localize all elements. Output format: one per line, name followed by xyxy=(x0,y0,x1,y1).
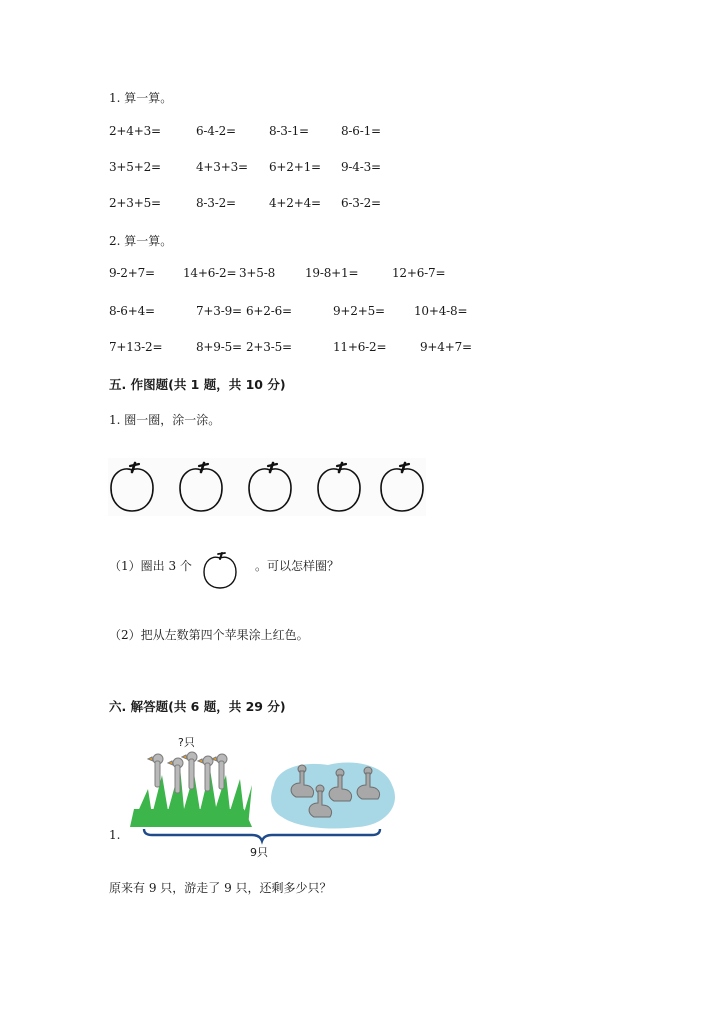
equation: 2+3-5= xyxy=(246,340,292,354)
equation: 3+5-8 xyxy=(239,266,276,280)
equation: 8-6+4= xyxy=(109,304,155,318)
equation: 8-6-1= xyxy=(341,124,381,138)
question-number: 1. xyxy=(109,828,121,842)
equation: 19-8+1= xyxy=(305,266,359,280)
equation: 9+4+7= xyxy=(420,340,472,354)
equation: 6+2+1= xyxy=(269,160,321,174)
equation: 8-3-1= xyxy=(269,124,309,138)
sub-question-2: （2）把从左数第四个苹果涂上红色。 xyxy=(109,628,309,642)
question-text: 原来有 9 只，游走了 9 只，还剩多少只？ xyxy=(109,881,332,895)
question-label: 1. 圈一圈，涂一涂。 xyxy=(109,413,221,427)
equation: 2+4+3= xyxy=(109,124,161,138)
equation: 4+3+3= xyxy=(196,160,248,174)
equation: 9-4-3= xyxy=(341,160,381,174)
brace-shape xyxy=(144,829,380,841)
equation: 11+6-2= xyxy=(333,340,387,354)
equation: 9-2+7= xyxy=(109,266,155,280)
sub-question-1-suffix: 。可以怎样圈？ xyxy=(255,559,340,573)
equation: 6-4-2= xyxy=(196,124,236,138)
equation: 8-3-2= xyxy=(196,196,236,210)
equation: 4+2+4= xyxy=(269,196,321,210)
equation: 8+9-5= xyxy=(196,340,242,354)
apple-icon xyxy=(202,550,238,590)
figure-top-label: ?只 xyxy=(178,736,195,749)
equation: 2+3+5= xyxy=(109,196,161,210)
question-2-label: 2. 算一算。 xyxy=(109,234,173,248)
equation: 10+4-8= xyxy=(414,304,468,318)
geese-figure xyxy=(128,745,400,847)
equation: 9+2+5= xyxy=(333,304,385,318)
equation: 3+5+2= xyxy=(109,160,161,174)
figure-bottom-label: 9只 xyxy=(250,846,268,859)
equation: 7+3-9= xyxy=(196,304,242,318)
question-1-label: 1. 算一算。 xyxy=(109,91,173,105)
equation: 12+6-7= xyxy=(392,266,446,280)
sub-question-1-prefix: （1）圈出 3 个 xyxy=(109,559,192,573)
equation: 6+2-6= xyxy=(246,304,292,318)
section-5-heading: 五. 作图题(共 1 题，共 10 分) xyxy=(109,377,286,392)
apples-row xyxy=(108,458,426,516)
equation: 14+6-2= xyxy=(183,266,237,280)
equation: 6-3-2= xyxy=(341,196,381,210)
equation: 7+13-2= xyxy=(109,340,163,354)
section-6-heading: 六. 解答题(共 6 题，共 29 分) xyxy=(109,699,286,714)
